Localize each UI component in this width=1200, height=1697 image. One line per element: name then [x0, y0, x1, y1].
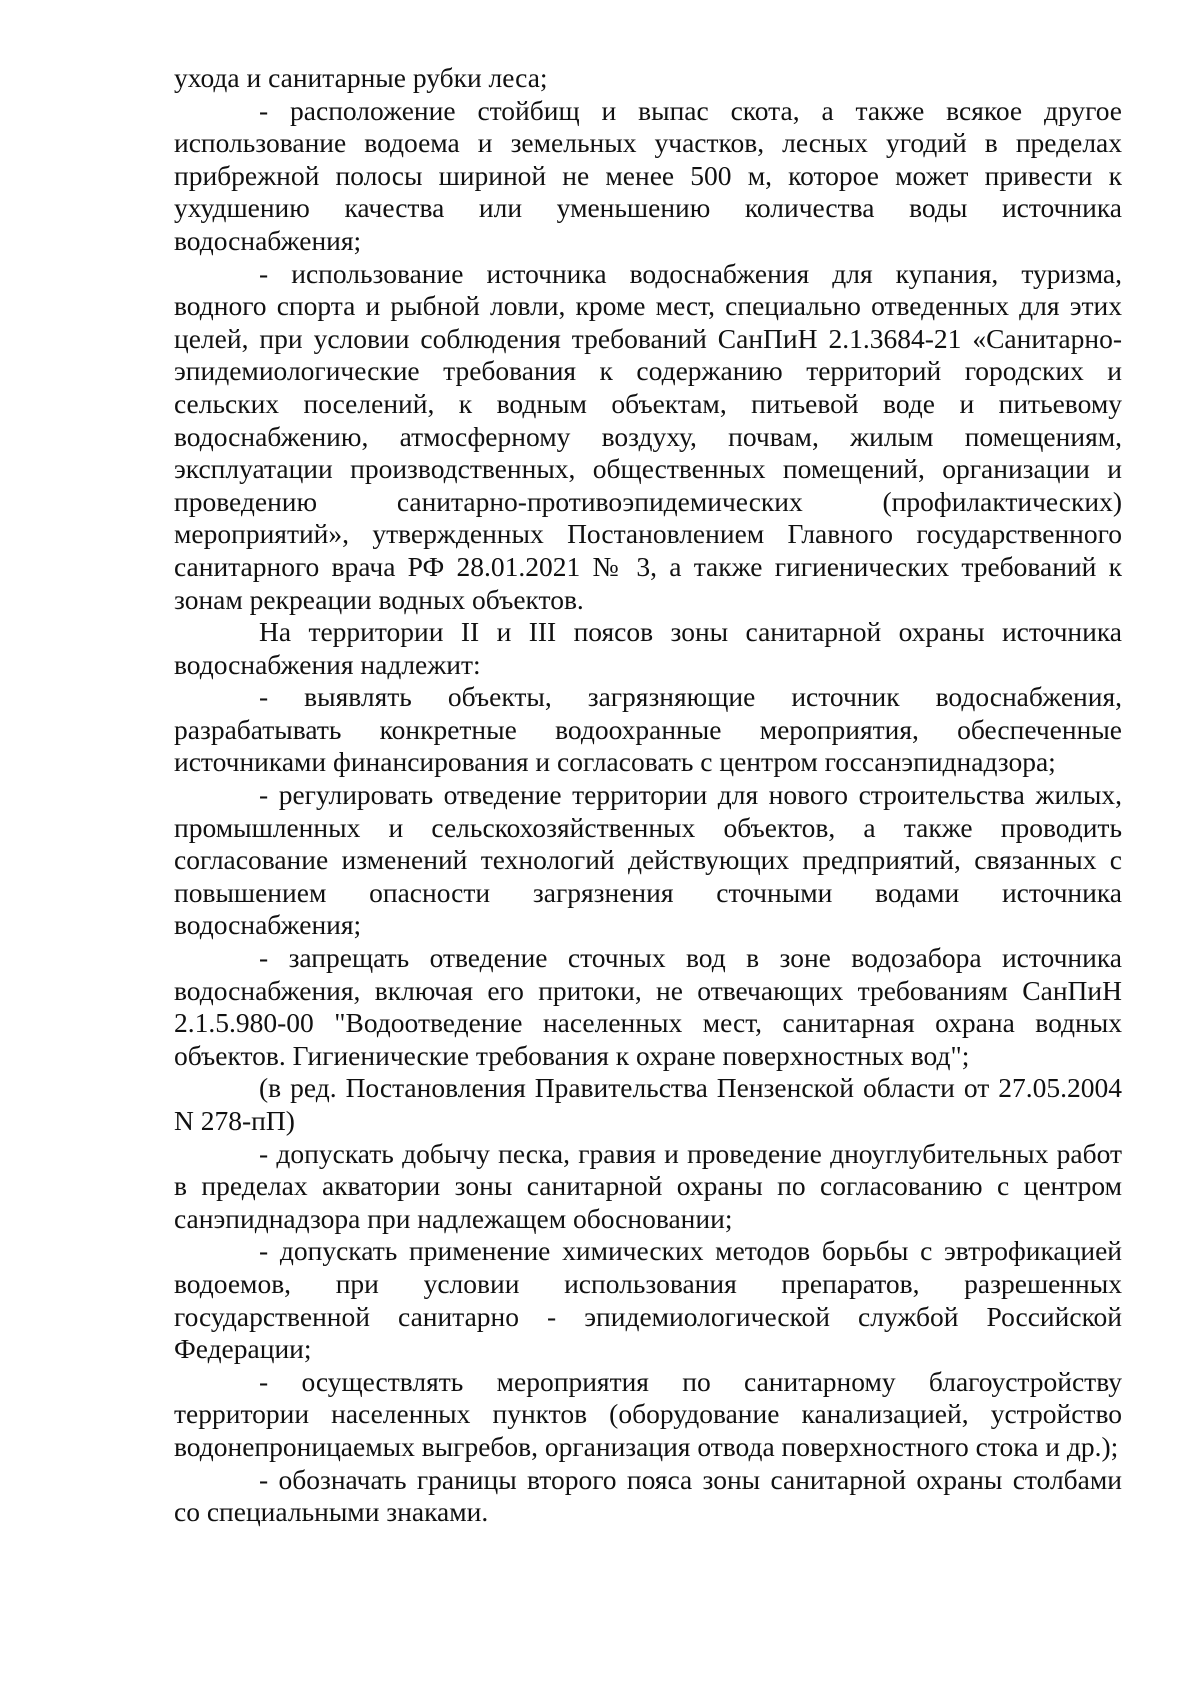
paragraph-recreation-restriction: - использование источника водоснабжения для купания, туризма, водного спорта и рыбной ловли, кроме мест, специально отведенных для этих целей, при условии соблюдения требований СанПиН 2.1.3684-21 «Санитарно-эпидемиологические требования к содержанию территорий городских и сельских поселений, к водным объектам, питьевой воде и питьевому водоснабжению, атмосферному воздуху, почвам, жилым помещениям, эксплуатации производственных, общественных помещений, организации и проведению санитарно-противоэпидемических (профилактических) мероприятий», утвержденных Постановлением Главного государственного санитарного врача РФ 28.01.2021 № 3, а также гигиенических требований к зонам рекреации водных объектов.	[174, 257, 1122, 615]
paragraph-regulate-allocation: - регулировать отведение территории для нового строительства жилых, промышленных и сельскохозяйственных объектов, а также проводить согласование изменений технологий действующих предприятий, связанных с повышением опасности загрязнения сточными водами источника водоснабжения;	[174, 779, 1122, 941]
document-page	[174, 62, 1122, 1529]
paragraph-prohibit-discharge: - запрещать отведение сточных вод в зоне водозабора источника водоснабжения, включая его притоки, не отвечающих требованиям СанПиН 2.1.5.980-00 "Водоотведение населенных мест, санитарная охрана водных объектов. Гигиенические требования к охране поверхностных вод";	[174, 942, 1122, 1071]
paragraph-amendment-note: (в ред. Постановления Правительства Пензенской области от 27.05.2004 N 278-пП)	[174, 1072, 1122, 1136]
paragraph-continuation: ухода и санитарные рубки леса;	[174, 62, 548, 93]
paragraph-sand-gravel-extraction: - допускать добычу песка, гравия и проведение дноуглубительных работ в пределах акватории зоны санитарной охраны по согласованию с центром санэпиднадзора при надлежащем обосновании;	[174, 1137, 1122, 1234]
paragraph-chemical-methods: - допускать применение химических методов борьбы с эвтрофикацией водоемов, при условии использования препаратов, разрешенных государственной санитарно - эпидемиологической службой Российской Федерации;	[174, 1235, 1122, 1365]
paragraph-boundary-markers: - обозначать границы второго пояса зоны санитарной охраны столбами со специальными знаками.	[174, 1463, 1122, 1528]
paragraph-identify-objects: - выявлять объекты, загрязняющие источник водоснабжения, разрабатывать конкретные водоохранные мероприятия, обеспеченные источниками финансирования и согласовать с центром госсанэпиднадзора;	[174, 681, 1122, 778]
paragraph-livestock-restriction: - расположение стойбищ и выпас скота, а также всякое другое использование водоема и земельных участков, лесных угодий в пределах прибрежной полосы шириной не менее 500 м, которое может привести к ухудшению качества или уменьшению количества воды источника водоснабжения;	[174, 94, 1122, 256]
paragraph-zones-intro: На территории II и III поясов зоны санитарной охраны источника водоснабжения надлежит:	[174, 616, 1122, 680]
paragraph-sanitary-improvement: - осуществлять мероприятия по санитарному благоустройству территории населенных пунктов (оборудование канализацией, устройство водонепроницаемых выгребов, организация отвода поверхностного стока и др.);	[174, 1365, 1122, 1462]
